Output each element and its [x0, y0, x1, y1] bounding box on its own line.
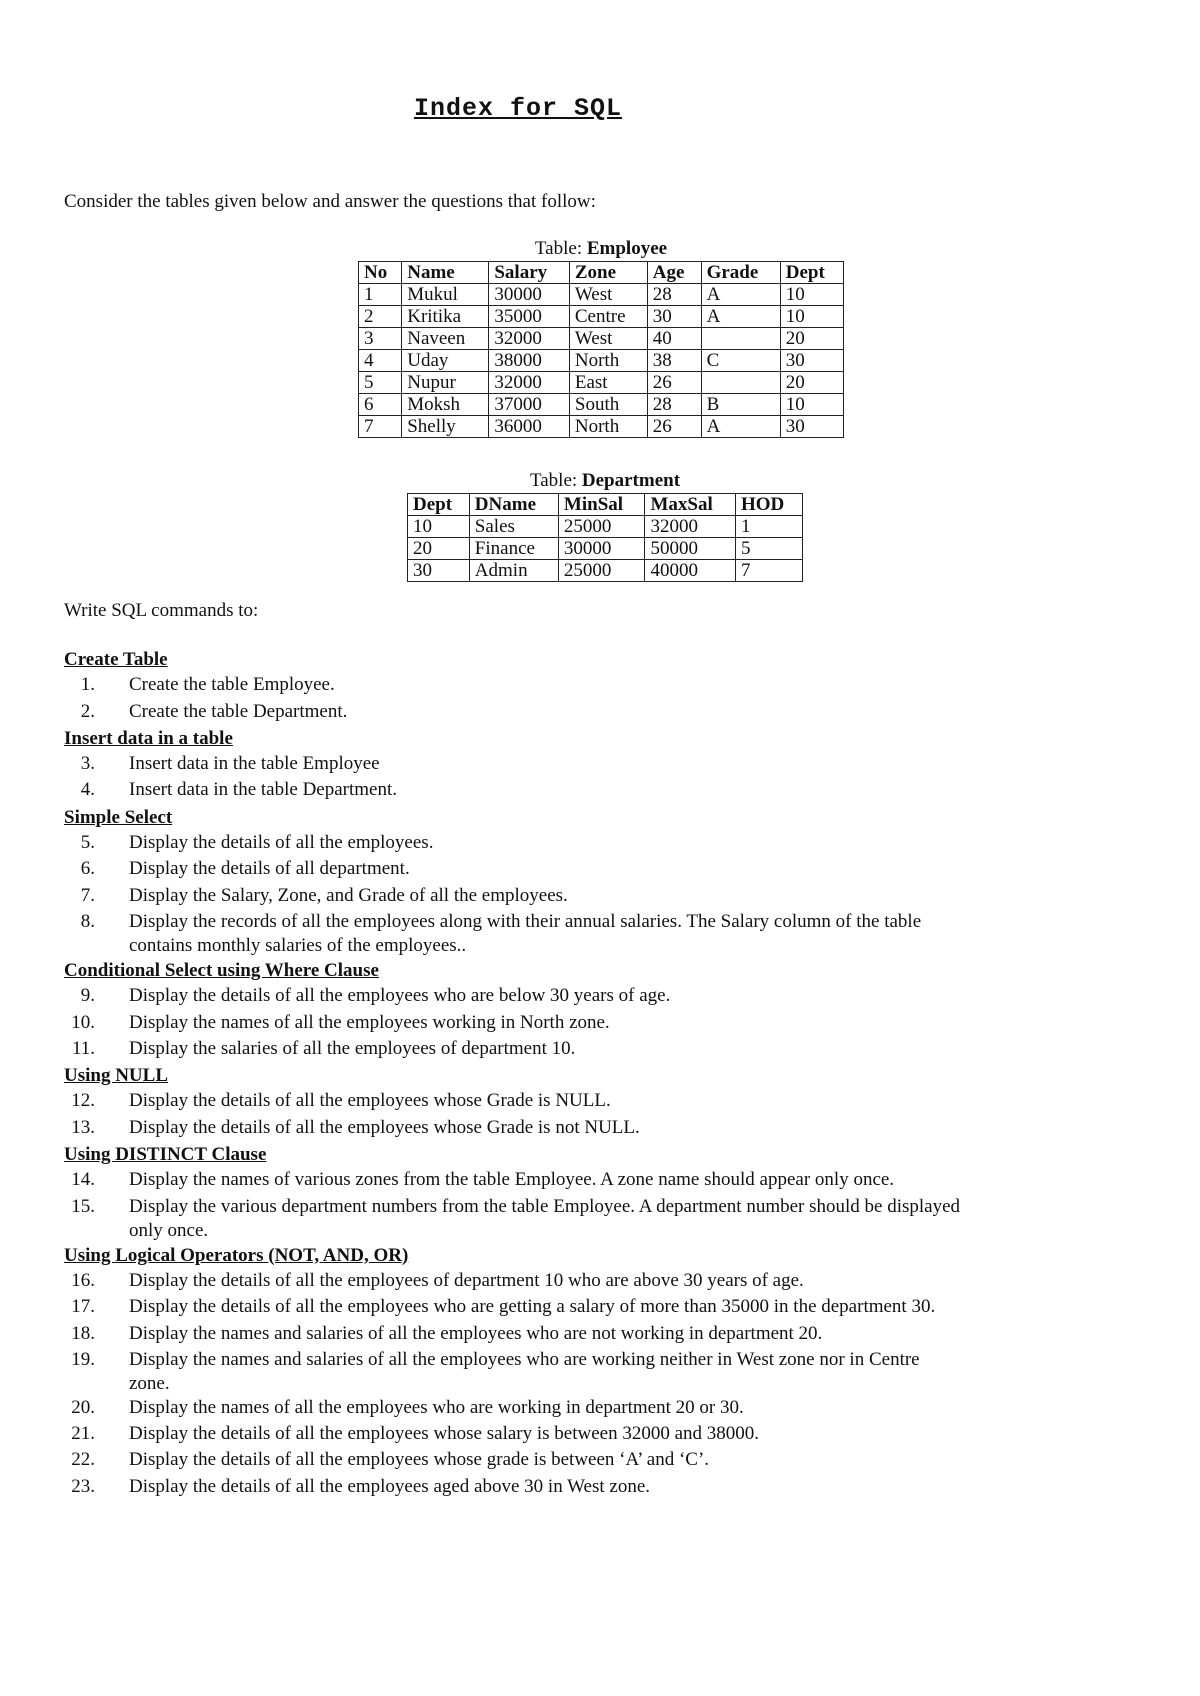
- question-text: Display the various department numbers from the table Employee. A department number should be displayed only once.: [129, 1195, 961, 1241]
- table-cell: Mukul: [402, 284, 489, 306]
- table-cell: 30: [647, 306, 701, 328]
- department-table-column-header: Dept: [408, 494, 470, 516]
- table-cell: 40: [647, 328, 701, 350]
- table-cell: 10: [408, 516, 470, 538]
- table-cell: Finance: [469, 538, 558, 560]
- employee-caption-prefix: Table:: [534, 238, 587, 259]
- table-cell: 6: [359, 394, 402, 416]
- table-cell: Uday: [402, 350, 489, 372]
- question-text: Display the details of all the employees.: [129, 832, 434, 854]
- question-number: 9.: [80, 985, 95, 1007]
- question-item: [64, 1116, 964, 1142]
- question-item: [64, 1089, 964, 1115]
- department-table-caption: [407, 470, 803, 492]
- table-cell: B: [701, 394, 780, 416]
- table-cell: 38: [647, 350, 701, 372]
- question-item: [64, 910, 964, 958]
- table-cell: C: [701, 350, 780, 372]
- table-cell: 38000: [489, 350, 570, 372]
- table-cell: 5: [735, 538, 802, 560]
- question-number: 10.: [71, 1011, 95, 1033]
- table-cell: Naveen: [402, 328, 489, 350]
- table-row: [359, 350, 844, 372]
- table-cell: East: [569, 372, 647, 394]
- question-text: Display the details of all department.: [129, 858, 410, 880]
- table-row: [408, 516, 803, 538]
- table-cell: Nupur: [402, 372, 489, 394]
- employee-table-column-header: Grade: [701, 262, 780, 284]
- section-heading: Insert data in a table: [64, 727, 233, 749]
- question-item: [64, 1168, 964, 1194]
- table-cell: 50000: [645, 538, 735, 560]
- table-cell: 7: [359, 416, 402, 438]
- question-item: [64, 984, 964, 1010]
- question-item: [64, 1448, 964, 1474]
- question-text: Display the details of all the employees aged above 30 in West zone.: [129, 1475, 650, 1497]
- table-cell: West: [569, 284, 647, 306]
- question-text: Display the names and salaries of all the employees who are not working in department 20.: [129, 1322, 823, 1344]
- table-cell: 4: [359, 350, 402, 372]
- table-cell: Centre: [569, 306, 647, 328]
- employee-table-column-header: Name: [402, 262, 489, 284]
- department-caption-prefix: Table:: [529, 470, 582, 491]
- department-table-column-header: MinSal: [558, 494, 645, 516]
- question-item: [64, 1396, 964, 1422]
- table-row: [359, 328, 844, 350]
- write-sql-prompt: Write SQL commands to:: [64, 600, 259, 621]
- table-row: [408, 560, 803, 582]
- question-text: Display the names of all the employees who are working in department 20 or 30.: [129, 1396, 744, 1418]
- employee-table-column-header: Zone: [569, 262, 647, 284]
- section-heading: Using NULL: [64, 1065, 168, 1087]
- table-cell: 40000: [645, 560, 735, 582]
- department-table-column-header: MaxSal: [645, 494, 735, 516]
- question-item: [64, 1011, 964, 1037]
- table-cell: 30000: [489, 284, 570, 306]
- table-cell: 20: [780, 328, 843, 350]
- employee-table-column-header: Age: [647, 262, 701, 284]
- table-cell: West: [569, 328, 647, 350]
- department-table: [407, 493, 803, 582]
- question-number: 1.: [80, 674, 95, 696]
- question-number: 20.: [71, 1396, 95, 1418]
- question-list: [64, 647, 964, 1501]
- question-item: [64, 1422, 964, 1448]
- table-cell: 2: [359, 306, 402, 328]
- table-row: [359, 416, 844, 438]
- table-cell: 28: [647, 394, 701, 416]
- question-text: Display the names of all the employees working in North zone.: [129, 1011, 610, 1033]
- table-cell: 26: [647, 372, 701, 394]
- question-item: [64, 831, 964, 857]
- table-cell: 25000: [558, 516, 645, 538]
- intro-text: Consider the tables given below and answer the questions that follow:: [64, 191, 596, 212]
- question-item: [64, 673, 964, 699]
- table-cell: Sales: [469, 516, 558, 538]
- employee-table-column-header: Salary: [489, 262, 570, 284]
- department-table-header: [408, 494, 803, 516]
- table-row: [359, 306, 844, 328]
- table-cell: 7: [735, 560, 802, 582]
- table-cell: 26: [647, 416, 701, 438]
- table-cell: 10: [780, 394, 843, 416]
- employee-table-caption: [358, 238, 844, 260]
- table-cell: South: [569, 394, 647, 416]
- table-cell: 1: [359, 284, 402, 306]
- question-number: 8.: [80, 910, 95, 932]
- table-cell: 1: [735, 516, 802, 538]
- question-text: Display the details of all the employees whose Grade is not NULL.: [129, 1116, 640, 1138]
- table-row: [359, 372, 844, 394]
- question-item: [64, 857, 964, 883]
- question-number: 22.: [71, 1449, 95, 1471]
- table-row: [359, 394, 844, 416]
- question-text: Display the details of all the employees whose grade is between ‘A’ and ‘C’.: [129, 1449, 710, 1471]
- question-text: Display the salaries of all the employees of department 10.: [129, 1037, 576, 1059]
- table-cell: 30: [408, 560, 470, 582]
- employee-table-column-header: Dept: [780, 262, 843, 284]
- table-cell: [701, 328, 780, 350]
- question-number: 19.: [71, 1348, 95, 1370]
- table-cell: 10: [780, 284, 843, 306]
- question-item: [64, 1322, 964, 1348]
- section-heading: Using DISTINCT Clause: [64, 1144, 267, 1166]
- department-table-body: [408, 516, 803, 582]
- table-cell: 30: [780, 416, 843, 438]
- question-item: [64, 1269, 964, 1295]
- question-text: Display the details of all the employees of department 10 who are above 30 years of age.: [129, 1269, 804, 1291]
- table-cell: 30: [780, 350, 843, 372]
- question-number: 21.: [71, 1423, 95, 1445]
- section-heading: Conditional Select using Where Clause: [64, 959, 379, 981]
- question-item: [64, 1195, 964, 1243]
- question-text: Display the details of all the employees who are below 30 years of age.: [129, 985, 671, 1007]
- table-cell: North: [569, 350, 647, 372]
- question-text: Display the Salary, Zone, and Grade of all the employees.: [129, 884, 568, 906]
- question-item: [64, 1348, 964, 1396]
- table-cell: 35000: [489, 306, 570, 328]
- question-number: 12.: [71, 1090, 95, 1112]
- question-text: Display the details of all the employees whose salary is between 32000 and 38000.: [129, 1423, 760, 1445]
- table-row: [408, 538, 803, 560]
- question-text: Display the names and salaries of all the employees who are working neither in West zone nor in Centre zone.: [129, 1348, 920, 1394]
- question-item: [64, 1037, 964, 1063]
- question-number: 2.: [80, 700, 95, 722]
- question-text: Insert data in the table Department.: [129, 779, 398, 801]
- table-cell: 5: [359, 372, 402, 394]
- table-cell: 36000: [489, 416, 570, 438]
- table-cell: 32000: [645, 516, 735, 538]
- question-text: Display the details of all the employees who are getting a salary of more than 35000 in the department 30.: [129, 1296, 936, 1318]
- question-number: 5.: [80, 832, 95, 854]
- table-cell: Kritika: [402, 306, 489, 328]
- table-cell: 32000: [489, 372, 570, 394]
- department-caption-name: Department: [581, 470, 681, 491]
- question-text: Create the table Department.: [129, 700, 348, 722]
- question-text: Insert data in the table Employee: [129, 753, 380, 775]
- question-item: [64, 700, 964, 726]
- department-table-column-header: HOD: [735, 494, 802, 516]
- question-text: Display the names of various zones from the table Employee. A zone name should appear only once.: [129, 1169, 895, 1191]
- table-cell: 10: [780, 306, 843, 328]
- table-row: [359, 284, 844, 306]
- question-item: [64, 1295, 964, 1321]
- employee-table: [358, 261, 844, 438]
- section-heading: Using Logical Operators (NOT, AND, OR): [64, 1244, 409, 1266]
- question-number: 23.: [71, 1475, 95, 1497]
- question-number: 18.: [71, 1322, 95, 1344]
- question-item: [64, 884, 964, 910]
- table-cell: 25000: [558, 560, 645, 582]
- question-number: 16.: [71, 1269, 95, 1291]
- question-number: 7.: [80, 884, 95, 906]
- question-number: 11.: [71, 1037, 95, 1059]
- section-heading: Create Table: [64, 649, 168, 670]
- question-item: [64, 752, 964, 778]
- employee-table-body: [359, 284, 844, 438]
- question-number: 15.: [71, 1195, 95, 1217]
- table-cell: 20: [780, 372, 843, 394]
- question-text: Create the table Employee.: [129, 674, 335, 696]
- table-cell: 20: [408, 538, 470, 560]
- table-cell: Admin: [469, 560, 558, 582]
- question-number: 13.: [71, 1116, 95, 1138]
- question-number: 14.: [71, 1169, 95, 1191]
- question-number: 6.: [80, 858, 95, 880]
- department-table-column-header: DName: [469, 494, 558, 516]
- employee-table-header: [359, 262, 844, 284]
- table-cell: Moksh: [402, 394, 489, 416]
- employee-table-column-header: No: [359, 262, 402, 284]
- table-cell: 3: [359, 328, 402, 350]
- question-item: [64, 778, 964, 804]
- table-cell: Shelly: [402, 416, 489, 438]
- question-text: Display the details of all the employees whose Grade is NULL.: [129, 1090, 611, 1112]
- question-number: 17.: [71, 1296, 95, 1318]
- table-cell: A: [701, 284, 780, 306]
- question-number: 3.: [80, 753, 95, 775]
- table-cell: North: [569, 416, 647, 438]
- question-item: [64, 1475, 964, 1501]
- table-cell: 32000: [489, 328, 570, 350]
- table-cell: A: [701, 416, 780, 438]
- table-cell: 30000: [558, 538, 645, 560]
- employee-caption-name: Employee: [586, 238, 668, 259]
- table-cell: 28: [647, 284, 701, 306]
- table-cell: [701, 372, 780, 394]
- page-title: Index for SQL: [413, 94, 623, 123]
- question-text: Display the records of all the employees along with their annual salaries. The Salary column of the table contains monthly salaries of the employees..: [129, 910, 922, 956]
- table-cell: A: [701, 306, 780, 328]
- table-cell: 37000: [489, 394, 570, 416]
- section-heading: Simple Select: [64, 806, 173, 828]
- question-number: 4.: [80, 779, 95, 801]
